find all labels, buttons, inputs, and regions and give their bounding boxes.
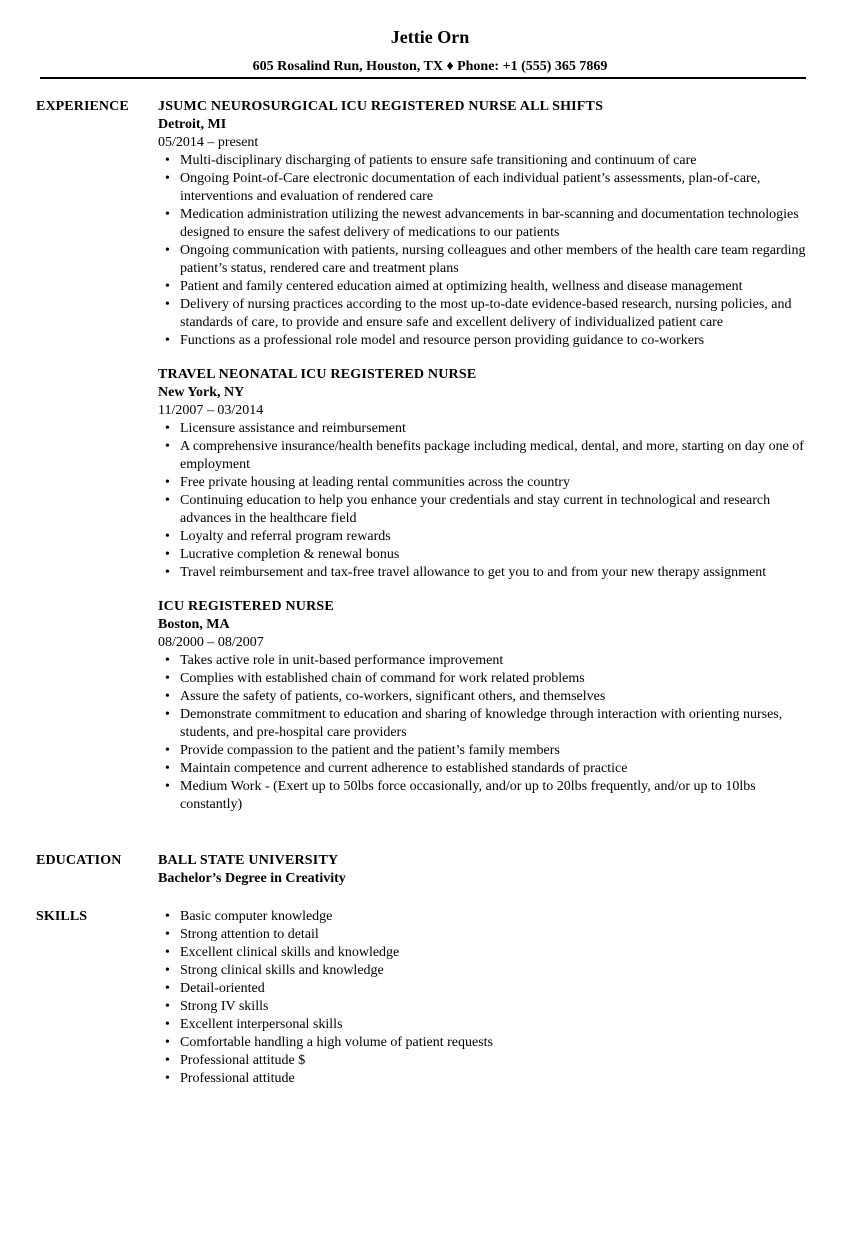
duty-item: • Medication administration utilizing the newest advancements in bar-scanning and documentation technologies designed to ensure the safest delivery of medications to our patients [180, 206, 811, 242]
duty-item: • Provide compassion to the patient and the patient’s family members [180, 742, 811, 760]
education-heading: EDUCATION [36, 853, 122, 868]
duty-item: • Takes active role in unit-based performance improvement [180, 652, 811, 670]
duty-item: • Ongoing Point-of-Care electronic documentation of each individual patient’s assessments, plan-of-care, interventions and evaluation of rendered care [180, 170, 811, 206]
candidate-name: Jettie Orn [390, 27, 470, 47]
duty-item: • Licensure assistance and reimbursement [180, 420, 811, 438]
header-divider [40, 77, 806, 79]
job-title: JSUMC NEUROSURGICAL ICU REGISTERED NURSE ALL SHIFTS [158, 99, 604, 114]
degree-name: Bachelor’s Degree in Creativity [158, 871, 346, 886]
skills-heading: SKILLS [36, 909, 88, 924]
skills-section [36, 908, 811, 1088]
skill-item: • Basic computer knowledge [180, 908, 811, 926]
experience-heading: EXPERIENCE [36, 99, 129, 114]
duty-item: • Continuing education to help you enhance your credentials and stay current in technological and research advances in the healthcare field [180, 492, 811, 528]
skill-item: • Excellent clinical skills and knowledge [180, 944, 811, 962]
experience-section [36, 98, 811, 830]
skills-list [158, 908, 811, 1088]
skill-item: • Professional attitude [180, 1070, 811, 1088]
skill-item: • Detail-oriented [180, 980, 811, 998]
job-dates: 05/2014 – present [158, 135, 259, 150]
job-location: Boston, MA [158, 617, 230, 632]
job-dates: 11/2007 – 03/2014 [158, 403, 264, 418]
job-duties [158, 652, 811, 814]
school-name: BALL STATE UNIVERSITY [158, 853, 339, 868]
job-duties [158, 420, 811, 582]
skill-item: • Excellent interpersonal skills [180, 1016, 811, 1034]
duty-item: • Ongoing communication with patients, nursing colleagues and other members of the health care team regarding patient’s status, rendered care and treatment plans [180, 242, 811, 278]
job-title: ICU REGISTERED NURSE [158, 599, 334, 614]
experience-body [158, 98, 811, 814]
duty-item: • Functions as a professional role model and resource person providing guidance to co-workers [180, 332, 811, 350]
skill-item: • Comfortable handling a high volume of patient requests [180, 1034, 811, 1052]
duty-item: • Medium Work - (Exert up to 50lbs force occasionally, and/or up to 20lbs frequently, and/or up to 10lbs constantly) [180, 778, 811, 814]
duty-item: • Patient and family centered education aimed at optimizing health, wellness and disease management [180, 278, 811, 296]
skills-body [158, 908, 811, 1088]
duty-item: • Travel reimbursement and tax-free travel allowance to get you to and from your new therapy assignment [180, 564, 811, 582]
duty-item: • Free private housing at leading rental communities across the country [180, 474, 811, 492]
duty-item: • Delivery of nursing practices according to the most up-to-date evidence-based research, nursing policies, and standards of care, to provide and ensure safe and excellent delivery of individualized patient care [180, 296, 811, 332]
duty-item: • Demonstrate commitment to education and sharing of knowledge through interaction with orienting nurses, students, and pre-hospital care providers [180, 706, 811, 742]
duty-item: • Complies with established chain of command for work related problems [180, 670, 811, 688]
duty-item: • Assure the safety of patients, co-workers, significant others, and themselves [180, 688, 811, 706]
job-title: TRAVEL NEONATAL ICU REGISTERED NURSE [158, 367, 477, 382]
skill-item: • Strong IV skills [180, 998, 811, 1016]
duty-item: • Loyalty and referral program rewards [180, 528, 811, 546]
job-entry [158, 366, 811, 582]
education-section [36, 852, 811, 888]
duty-item: • Lucrative completion & renewal bonus [180, 546, 811, 564]
education-body [158, 852, 811, 888]
job-duties [158, 152, 811, 350]
contact-line: 605 Rosalind Run, Houston, TX ♦ Phone: +1 (555) 365 7869 [252, 59, 608, 74]
duty-item: • Maintain competence and current adherence to established standards of practice [180, 760, 811, 778]
duty-item: • A comprehensive insurance/health benefits package including medical, dental, and more, starting on day one of employment [180, 438, 811, 474]
job-location: Detroit, MI [158, 117, 227, 132]
job-location: New York, NY [158, 385, 245, 400]
skill-item: • Strong clinical skills and knowledge [180, 962, 811, 980]
job-entry [158, 598, 811, 814]
skill-item: • Strong attention to detail [180, 926, 811, 944]
job-dates: 08/2000 – 08/2007 [158, 635, 264, 650]
skill-item: • Professional attitude $ [180, 1052, 811, 1070]
job-entry [158, 98, 811, 350]
duty-item: • Multi-disciplinary discharging of patients to ensure safe transitioning and continuum of care [180, 152, 811, 170]
